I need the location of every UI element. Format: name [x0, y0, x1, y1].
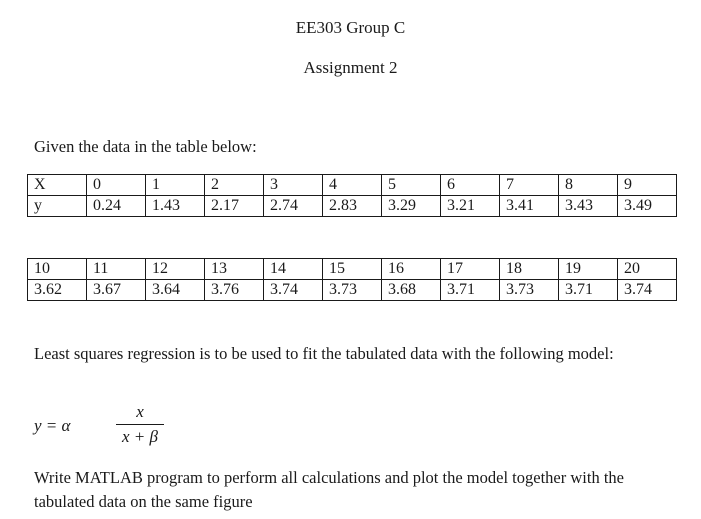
table-cell: 3.73 — [323, 280, 382, 301]
table-cell: 20 — [618, 259, 677, 280]
table-cell: 3.49 — [618, 196, 677, 217]
task-instructions: Write MATLAB program to perform all calculations and plot the model together with the tabulated data on the same figure — [34, 468, 624, 511]
table-cell: 13 — [205, 259, 264, 280]
table-cell: 10 — [28, 259, 87, 280]
intro-text: Given the data in the table below: — [34, 137, 257, 156]
table-cell: 4 — [323, 175, 382, 196]
table-cell: 2.17 — [205, 196, 264, 217]
row-header-x: X — [28, 175, 87, 196]
formula-denominator: x + β — [122, 427, 158, 446]
data-table-2 — [27, 258, 677, 301]
table-cell: 3.64 — [146, 280, 205, 301]
table-row-x — [28, 175, 677, 196]
table-cell: 3.29 — [382, 196, 441, 217]
table-cell: 6 — [441, 175, 500, 196]
data-table-1 — [27, 174, 677, 217]
table-cell: 9 — [618, 175, 677, 196]
formula-fraction — [116, 400, 164, 449]
document-subtitle: Assignment 2 — [303, 58, 398, 77]
table-cell: 2.83 — [323, 196, 382, 217]
table-cell: 17 — [441, 259, 500, 280]
table-cell: 3.41 — [500, 196, 559, 217]
table-cell: 3.67 — [87, 280, 146, 301]
table-cell: 14 — [264, 259, 323, 280]
table-row-y — [28, 280, 677, 301]
table-cell: 16 — [382, 259, 441, 280]
table-cell: 11 — [87, 259, 146, 280]
table-cell: 15 — [323, 259, 382, 280]
table-cell: 5 — [382, 175, 441, 196]
table-cell: 3.71 — [559, 280, 618, 301]
table-row-x — [28, 259, 677, 280]
table-cell: 3.68 — [382, 280, 441, 301]
table-cell: 3.62 — [28, 280, 87, 301]
table-cell: 19 — [559, 259, 618, 280]
table-cell: 3.76 — [205, 280, 264, 301]
table-cell: 1.43 — [146, 196, 205, 217]
table-cell: 3.74 — [618, 280, 677, 301]
table-cell: 3.74 — [264, 280, 323, 301]
table-cell: 3 — [264, 175, 323, 196]
table-cell: 0.24 — [87, 196, 146, 217]
table-cell: 8 — [559, 175, 618, 196]
table-row-y — [28, 196, 677, 217]
table-cell: 3.73 — [500, 280, 559, 301]
table-cell: 12 — [146, 259, 205, 280]
formula-lhs: y = α — [34, 416, 71, 435]
table-cell: 18 — [500, 259, 559, 280]
table-cell: 2 — [205, 175, 264, 196]
model-formula — [34, 400, 158, 456]
table-cell: 2.74 — [264, 196, 323, 217]
document-title: EE303 Group C — [295, 18, 406, 37]
table-cell: 1 — [146, 175, 205, 196]
table-cell: 0 — [87, 175, 146, 196]
formula-numerator: x — [136, 402, 144, 421]
table-cell: 3.71 — [441, 280, 500, 301]
table-cell: 3.43 — [559, 196, 618, 217]
model-description: Least squares regression is to be used to fit the tabulated data with the following model: — [34, 344, 614, 363]
table-cell: 3.21 — [441, 196, 500, 217]
table-cell: 7 — [500, 175, 559, 196]
row-header-y: y — [28, 196, 87, 217]
